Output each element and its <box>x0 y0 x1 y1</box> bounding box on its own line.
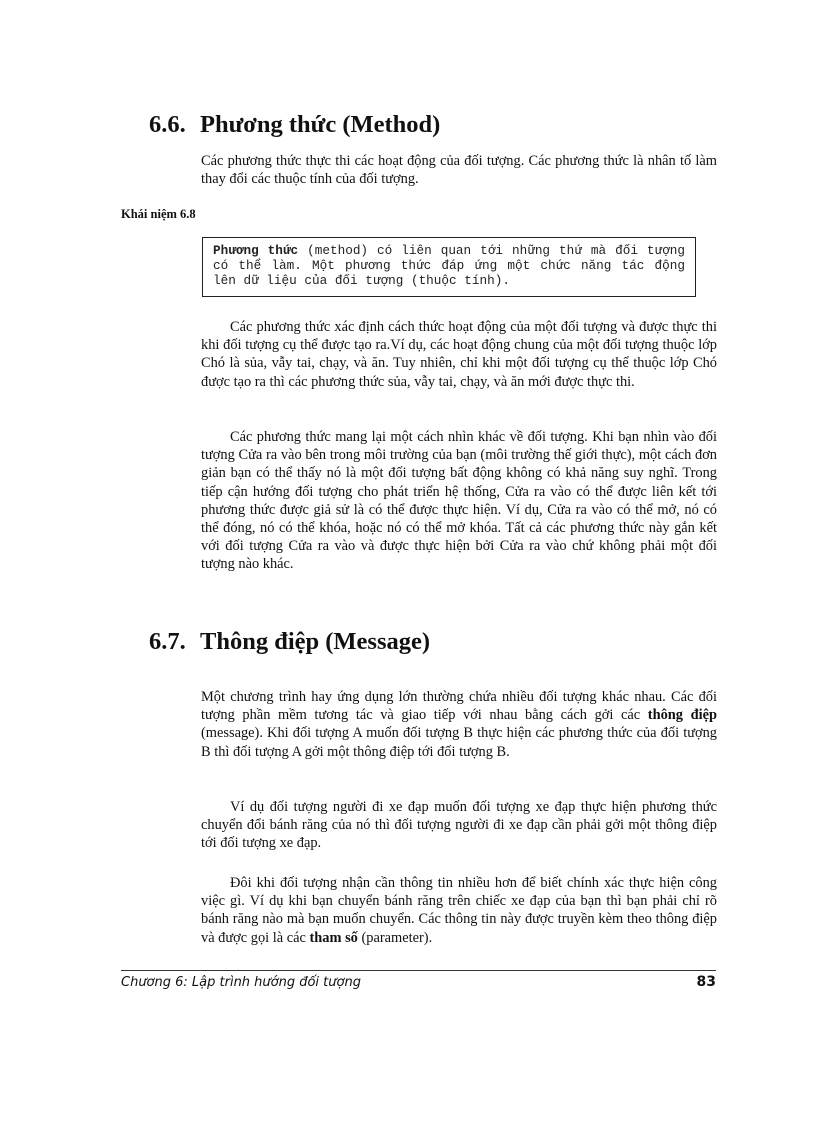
text-run: (parameter). <box>357 929 433 946</box>
bold-term: thông điệp <box>647 707 717 724</box>
bold-term: tham số <box>309 929 358 946</box>
concept-term: Phương thức <box>213 243 299 258</box>
section-heading-6-6 <box>149 111 440 139</box>
section-number: 6.6. <box>149 111 186 138</box>
section-number: 6.7. <box>149 628 186 655</box>
concept-label: Khái niệm 6.8 <box>121 207 196 221</box>
section-title: Thông điệp (Message) <box>200 628 431 655</box>
footer-rule <box>121 970 716 971</box>
text-run: Một chương trình hay ứng dụng lớn thường chứa nhiều đối tượng khác nhau. Các đối tượng phần mềm tương tác và giao tiếp với nhau bằng cách gởi các <box>201 689 717 724</box>
text-run: Đôi khi đối tượng nhận cần thông tin nhiều hơn để biết chính xác thực hiện công việc gì. Ví dụ khi bạn chuyển bánh răng trên chiếc xe đạp của bạn thì bạn phải chỉ rõ bánh răng nào mà bạn muốn chuyển. Các thông tin này được truyền kèm theo thông điệp và được gọi là các <box>201 875 717 946</box>
text-run: (message). Khi đối tượng A muốn đối tượng B thực hiện các phương thức của đối tượng B thì đối tượng A gởi một thông điệp tới đối tượng B. <box>201 725 717 760</box>
paragraph: Ví dụ đối tượng người đi xe đạp muốn đối tượng xe đạp thực hiện phương thức chuyển đổi bánh răng của nó thì đối tượng người đi xe đạp cần phải gởi một thông điệp tới đối tượng xe đạp. <box>201 799 717 852</box>
footer-chapter: Chương 6: Lập trình hướng đối tượng <box>121 975 361 990</box>
concept-box <box>202 237 696 297</box>
section-heading-6-7 <box>149 628 430 656</box>
section-intro: Các phương thức thực thi các hoạt động của đối tượng. Các phương thức là nhân tố làm thay đổi các thuộc tính của đối tượng. <box>201 153 717 188</box>
paragraph: Các phương thức mang lại một cách nhìn khác về đối tượng. Khi bạn nhìn vào đối tượng Cửa ra vào bên trong môi trường của bạn (môi trường thế giới thực), một cách đơn giản bạn có thể thấy nó là một đối tượng bất động không có khả năng suy nghĩ. Trong tiếp cận hướng đối tượng cho phát triển hệ thống, Cửa ra vào có thể được liên kết tới phương thức được giả sử là có thể được thực hiện. Ví dụ, Cửa ra vào có thể mở, nó có thể đóng, nó có thể khóa, hoặc nó có thể mở khóa. Tất cả các phương thức này gắn kết với đối tượng Cửa ra vào và được thực hiện bởi Cửa ra vào chứ không phải một đối tượng nào khác. <box>201 429 717 573</box>
concept-definition: (method) có liên quan tới những thứ mà đối tượng có thể làm. Một phương thức đáp ứng một chức năng tác động lên dữ liệu của đối tượng (thuộc tính). <box>213 243 685 288</box>
page-number: 83 <box>696 974 716 990</box>
section-title: Phương thức (Method) <box>200 111 441 138</box>
paragraph <box>201 874 717 947</box>
paragraph <box>201 688 717 761</box>
paragraph: Các phương thức xác định cách thức hoạt động của một đối tượng và được thực thi khi đối tượng cụ thể được tạo ra.Ví dụ, các hoạt động chung của một đối tượng thuộc lớp Chó là sủa, vẫy tai, chạy, và ăn. Tuy nhiên, chỉ khi một đối tượng cụ thể thuộc lớp Chó được tạo ra thì các phương thức sủa, vẫy tai, chạy, và ăn mới được thực thi. <box>201 319 717 390</box>
